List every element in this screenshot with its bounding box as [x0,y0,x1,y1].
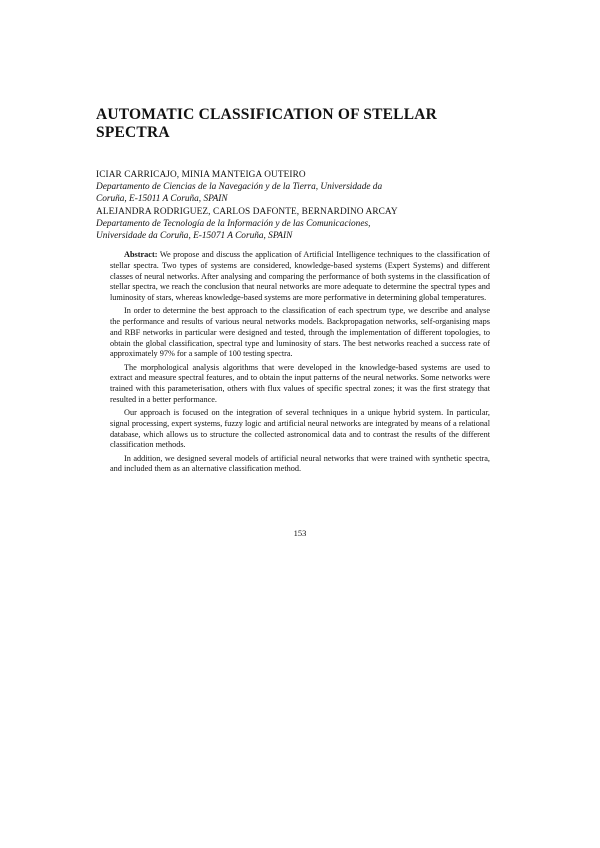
author-block [96,169,504,242]
abstract-paragraph-4: Our approach is focused on the integration of several techniques in a unique hybrid system. In particular, signal processing, expert systems, fuzzy logic and artificial neural networks are integrated by means of a relational database, which allows us to structure the collected astronomical data and to contrast the results of the different classification methods. [110,408,490,450]
paper-page [96,0,504,848]
abstract [110,250,490,478]
abstract-label: Abstract: [124,250,158,259]
author-names-2: ALEJANDRA RODRIGUEZ, CARLOS DAFONTE, BERNARDINO ARCAY [96,206,398,217]
affiliation-1-line-2: Coruña, E-15011 A Coruña, SPAIN [96,194,228,205]
affiliation-2-line-1: Departamento de Tecnología de la Información y de las Comunicaciones, [96,218,371,229]
title-line-2: SPECTRA [96,124,170,141]
affiliation-2-line-2: Universidade da Coruña, E-15071 A Coruña, SPAIN [96,231,293,242]
abstract-paragraph-1 [110,250,490,304]
title-line-1: AUTOMATIC CLASSIFICATION OF STELLAR [96,106,438,123]
abstract-paragraph-5: In addition, we designed several models of artificial neural networks that were trained with synthetic spectra, and included them as an alternative classification method. [110,453,490,474]
paper-title [96,106,504,142]
affiliation-1-line-1: Departamento de Ciencias de la Navegación y de la Tierra, Universidade da [96,182,383,193]
abstract-paragraph-2: In order to determine the best approach to the classification of each spectrum type, we describe and analyse the performance and results of various neural networks models. Backpropagation networks, self-organising maps and RBF networks in particular were designed and tested, through the implementation of different topologies, to obtain the global classification, spectral type and luminosity of stars. The best networks reached a success rate of approximately 97% for a sample of 100 testing spectra. [110,306,490,359]
author-names-1: ICIAR CARRICAJO, MINIA MANTEIGA OUTEIRO [96,170,306,180]
abstract-paragraph-3: The morphological analysis algorithms that were developed in the knowledge-based systems are used to extract and measure spectral features, and to obtain the input patterns of the neural networks. Some networks were trained with this parameterisation, others with flux values of specific spectral zones; it was the first strategy that resulted in a better performance. [110,362,490,404]
page-number: 153 [293,528,307,538]
abstract-text-1: We propose and discuss the application of Artificial Intelligence techniques to the classification of stellar spectra. Two types of systems are considered, knowledge-based systems (Expert Systems) and different classes of neural networks. After analysing and comparing the performance of both systems in the classification of stellar spectra, we reach the conclusion that neural networks are more adequate to determine the spectral types and luminosity of stars, whereas knowledge-based systems are more performative in determining global temperatures. [110,250,490,302]
